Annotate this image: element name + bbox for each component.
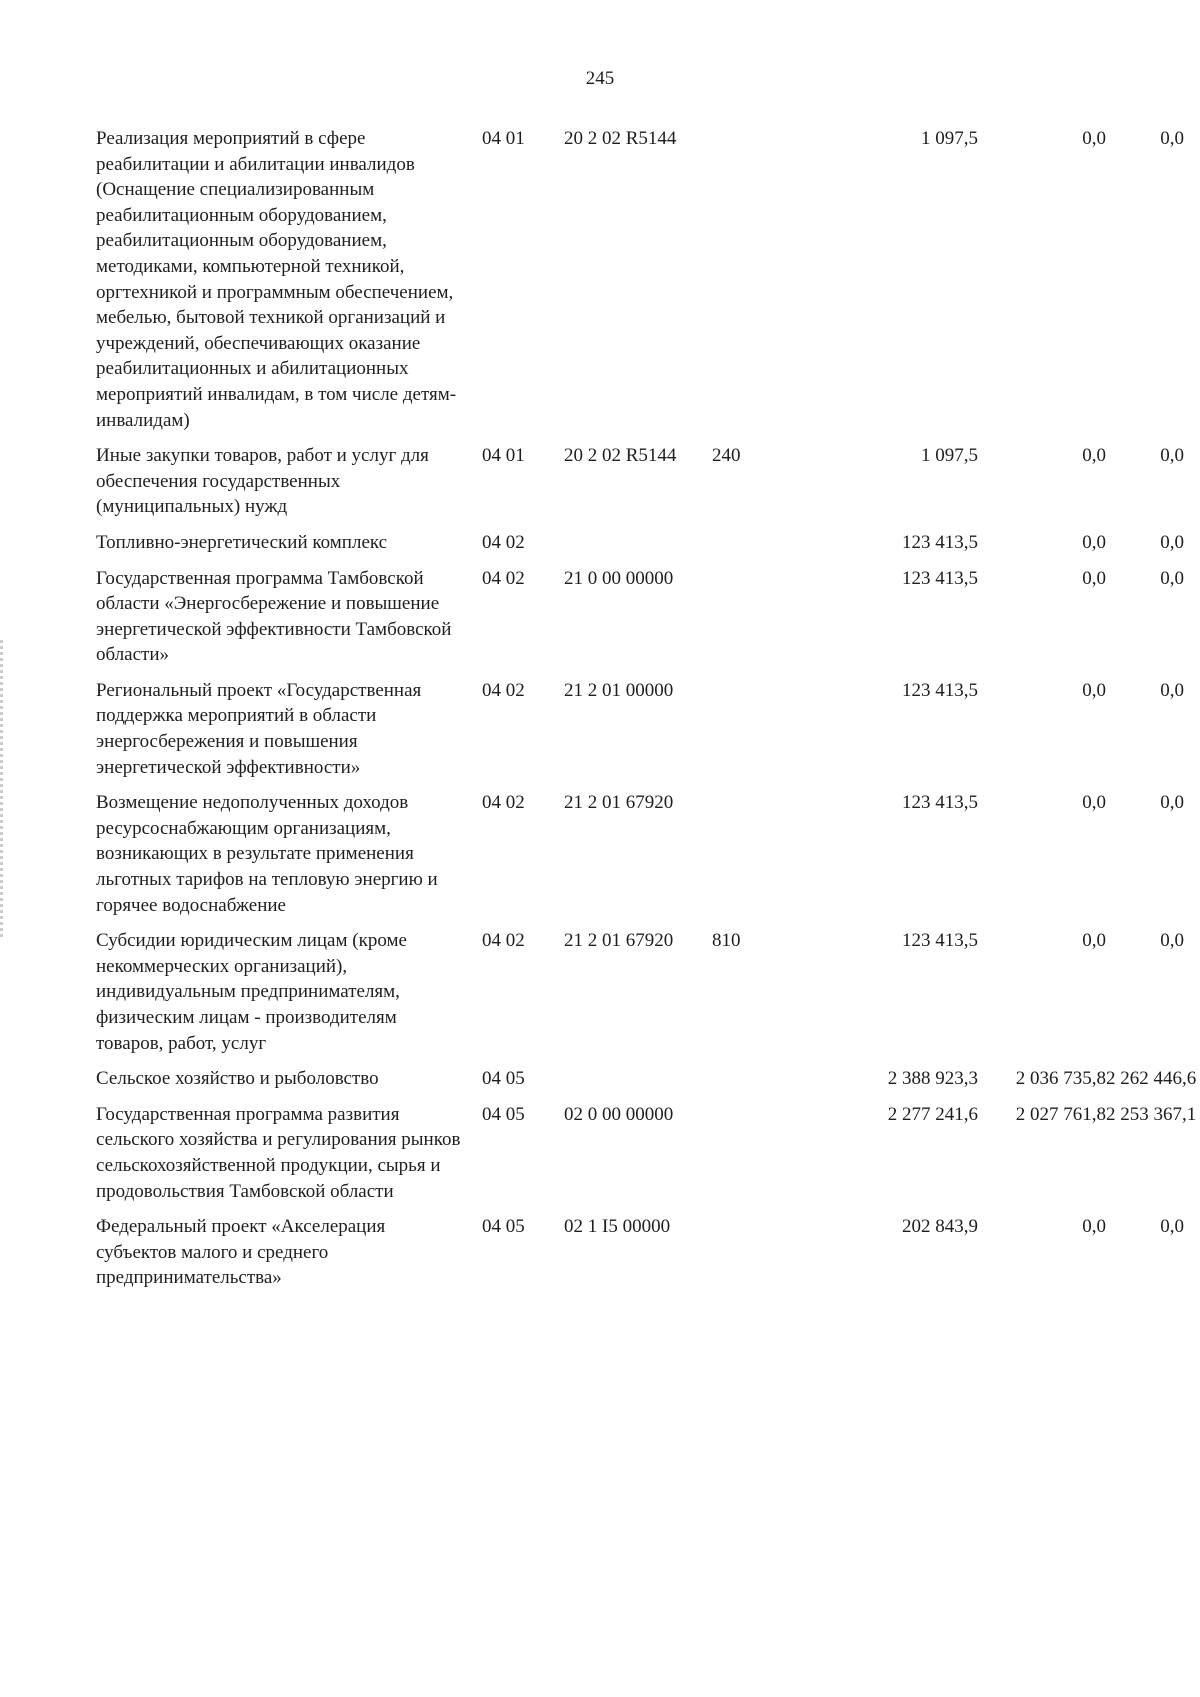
row-amount-2: 0,0 xyxy=(1082,445,1106,467)
row-amount-2: 0,0 xyxy=(1082,1216,1106,1238)
row-amount-3: 0,0 xyxy=(1160,567,1184,589)
row-amount-2: 0,0 xyxy=(1082,792,1106,814)
row-name: Сельское хозяйство и рыболовство xyxy=(96,1068,379,1090)
table-row xyxy=(96,928,1182,1056)
row-target-article: 21 2 01 67920 xyxy=(564,792,674,814)
row-amount-2: 0,0 xyxy=(1082,128,1106,149)
row-target-article: 21 2 01 00000 xyxy=(564,679,674,701)
table-row xyxy=(96,443,1182,520)
row-section-code: 04 02 xyxy=(482,679,525,701)
row-expense-type: 810 xyxy=(712,930,741,952)
row-target-article: 20 2 02 R5144 xyxy=(564,445,677,467)
row-name: Федеральный проект «Акселерация субъектов малого и среднего предпринимательства» xyxy=(96,1216,386,1289)
row-amount-3: 0,0 xyxy=(1160,445,1184,467)
row-amount-3: 0,0 xyxy=(1160,128,1184,149)
row-amount-2: 2 027 761,8 xyxy=(1015,1103,1106,1125)
table-row xyxy=(96,530,1182,556)
row-amount-1: 2 388 923,3 xyxy=(887,1068,978,1090)
row-target-article: 21 0 00 00000 xyxy=(564,567,674,589)
row-amount-2: 0,0 xyxy=(1082,567,1106,589)
row-section-code: 04 05 xyxy=(482,1068,525,1090)
row-name: Возмещение недополученных доходов ресурсоснабжающим организациям, возникающих в результате применения льготных тарифов на тепловую энергию и горячее водоснабжение xyxy=(96,792,438,916)
row-amount-1: 123 413,5 xyxy=(902,792,978,814)
table-row xyxy=(96,126,1182,433)
row-amount-1: 123 413,5 xyxy=(902,679,978,701)
row-amount-1: 2 277 241,6 xyxy=(887,1103,978,1125)
row-amount-3: 0,0 xyxy=(1160,930,1184,952)
row-amount-3: 0,0 xyxy=(1160,1216,1184,1238)
row-amount-3: 2 253 367,1 xyxy=(1106,1103,1197,1125)
row-section-code: 04 02 xyxy=(482,792,525,814)
row-section-code: 04 02 xyxy=(482,567,525,589)
row-section-code: 04 05 xyxy=(482,1103,525,1125)
row-target-article: 20 2 02 R5144 xyxy=(564,128,677,149)
table-row xyxy=(96,1102,1197,1204)
row-section-code: 04 05 xyxy=(482,1216,525,1238)
table-row xyxy=(96,678,1182,780)
table-row xyxy=(96,1214,1182,1291)
row-name: Государственная программа развития сельского хозяйства и регулирования рынков сельскохозяйственной продукции, сырья и продовольствия Тамбовской области xyxy=(96,1103,461,1202)
row-amount-1: 1 097,5 xyxy=(921,445,978,467)
row-amount-2: 0,0 xyxy=(1082,679,1106,701)
row-amount-1: 123 413,5 xyxy=(902,930,978,952)
row-name: Государственная программа Тамбовской области «Энергосбережение и повышение энергетической эффективности Тамбовской области» xyxy=(96,567,452,666)
row-expense-type: 240 xyxy=(712,445,741,467)
row-amount-3: 0,0 xyxy=(1160,531,1184,553)
row-amount-1: 123 413,5 xyxy=(902,531,978,553)
row-amount-2: 2 036 735,8 xyxy=(1015,1068,1106,1090)
row-section-code: 04 02 xyxy=(482,930,525,952)
row-amount-1: 202 843,9 xyxy=(902,1216,978,1238)
row-name: Иные закупки товаров, работ и услуг для обеспечения государственных (муниципальных) нужд xyxy=(96,445,429,518)
table-row xyxy=(96,566,1182,668)
row-amount-2: 0,0 xyxy=(1082,930,1106,952)
row-name: Субсидии юридическим лицам (кроме некоммерческих организаций), индивидуальным предпринимателям, физическим лицам - производителям товаров, работ, услуг xyxy=(96,930,407,1054)
row-section-code: 04 01 xyxy=(482,128,525,149)
budget-table xyxy=(96,126,1197,1301)
row-amount-2: 0,0 xyxy=(1082,531,1106,553)
row-amount-1: 1 097,5 xyxy=(921,128,978,149)
row-amount-3: 0,0 xyxy=(1160,792,1184,814)
row-target-article: 21 2 01 67920 xyxy=(564,930,674,952)
row-name: Региональный проект «Государственная поддержка мероприятий в области энергосбережения и повышения энергетической эффективности» xyxy=(96,679,422,778)
row-target-article: 02 1 I5 00000 xyxy=(564,1216,671,1238)
scan-margin-mark xyxy=(0,640,3,940)
row-amount-1: 123 413,5 xyxy=(902,567,978,589)
row-amount-3: 2 262 446,6 xyxy=(1106,1068,1197,1090)
row-section-code: 04 01 xyxy=(482,445,525,467)
page-number: 245 xyxy=(585,68,615,89)
table-row xyxy=(96,790,1182,918)
row-target-article: 02 0 00 00000 xyxy=(564,1103,674,1125)
table-row xyxy=(96,1066,1197,1092)
row-name: Реализация мероприятий в сфере реабилитации и абилитации инвалидов (Оснащение специализированным реабилитационным оборудованием, реабилитационным оборудованием, методиками, компьютерной техникой, оргтехникой и программным обеспечением, мебелью, бытовой техникой организаций и учреждений, обеспечивающих оказание реабилитационных и абилитационных мероприятий инвалидам, в том числе детям-инвалидам) xyxy=(96,128,457,431)
row-section-code: 04 02 xyxy=(482,531,525,553)
row-name: Топливно-энергетический комплекс xyxy=(96,531,388,553)
row-amount-3: 0,0 xyxy=(1160,679,1184,701)
